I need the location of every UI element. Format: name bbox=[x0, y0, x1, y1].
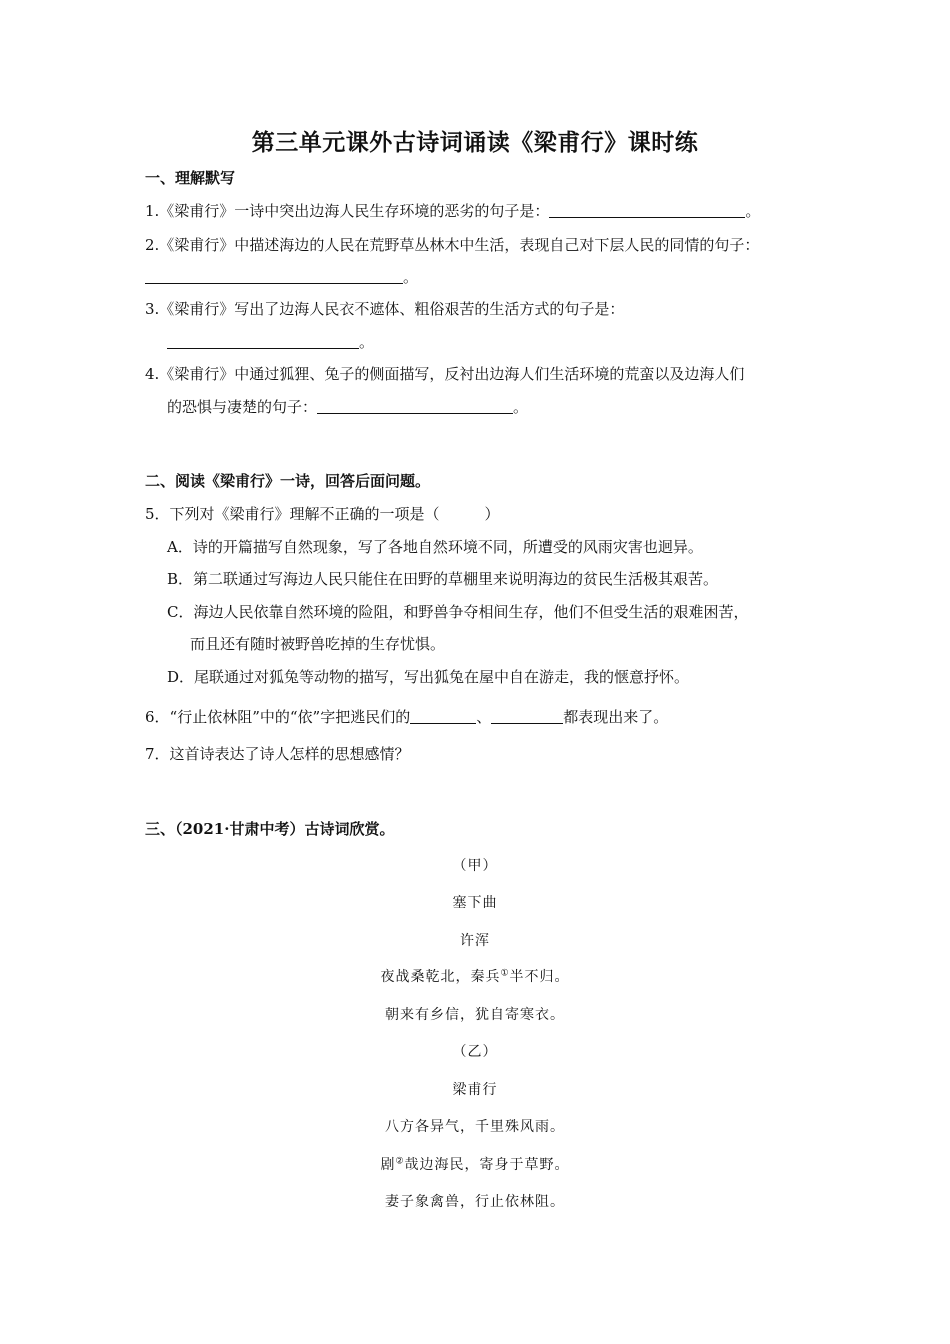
question-6-end: 都表现出来了。 bbox=[563, 708, 669, 726]
poem1-author: 许浑 bbox=[460, 933, 490, 949]
question-4-line2 bbox=[167, 396, 528, 417]
question-1 bbox=[145, 200, 760, 221]
page-title: 第三单元课外古诗词诵读《梁甫行》课时练 bbox=[251, 129, 699, 156]
poem2-title: 梁甫行 bbox=[452, 1082, 498, 1098]
punct: 。 bbox=[403, 268, 419, 286]
question-4: 4.《梁甫行》中通过狐狸、兔子的侧面描写，反衬出边海人们生活环境的荒蛮以及边海人们 bbox=[145, 365, 745, 383]
poem2-line2 bbox=[0, 1154, 950, 1174]
answer-blank[interactable] bbox=[549, 201, 745, 218]
option-c: C．海边人民依靠自然环境的险阻，和野兽争夺相间生存，他们不但受生活的艰难困苦， bbox=[167, 603, 749, 621]
poem1-line2: 朝来有乡信，犹自寄寒衣。 bbox=[385, 1007, 565, 1023]
answer-blank[interactable] bbox=[410, 707, 476, 724]
poem-text: 夜战桑乾北，秦兵 bbox=[380, 969, 501, 985]
option-c-cont: 而且还有随时被野兽吃掉的生存忧惧。 bbox=[190, 635, 446, 653]
question-4-text: 的恐惧与凄楚的句子： bbox=[167, 398, 318, 416]
poem-text: 剧 bbox=[380, 1157, 396, 1173]
question-3-answer bbox=[167, 331, 374, 352]
question-2-answer bbox=[145, 266, 418, 287]
poem1-title: 塞下曲 bbox=[452, 895, 498, 911]
question-5: 5．下列对《梁甫行》理解不正确的一项是（ ） bbox=[145, 505, 500, 523]
option-b: B．第二联通过写海边人民只能住在田野的草棚里来说明海边的贫民生活极其艰苦。 bbox=[167, 570, 719, 588]
punct: 。 bbox=[513, 398, 529, 416]
option-a: A．诗的开篇描写自然现象，写了各地自然环境不同，所遭受的风雨灾害也迥异。 bbox=[167, 538, 703, 556]
answer-blank[interactable] bbox=[145, 267, 403, 284]
footnote-mark: ② bbox=[395, 1156, 405, 1167]
punct: 、 bbox=[476, 708, 492, 726]
answer-blank[interactable] bbox=[317, 397, 513, 414]
answer-blank[interactable] bbox=[167, 332, 359, 349]
section2-heading: 二、阅读《梁甫行》一诗，回答后面问题。 bbox=[145, 472, 431, 490]
question-3: 3.《梁甫行》写出了边海人民衣不遮体、粗俗艰苦的生活方式的句子是： bbox=[145, 300, 625, 318]
option-d: D．尾联通过对狐兔等动物的描写，写出狐兔在屋中自在游走，我的惬意抒怀。 bbox=[167, 668, 690, 686]
poem2-line3: 妻子象禽兽，行止依林阻。 bbox=[385, 1194, 565, 1210]
poem1-line1 bbox=[0, 966, 950, 986]
question-6 bbox=[145, 706, 668, 727]
answer-blank[interactable] bbox=[491, 707, 563, 724]
footnote-mark: ① bbox=[500, 968, 510, 979]
question-6-text: 6．“行止依林阻”中的“依”字把逃民们的 bbox=[145, 708, 411, 726]
question-1-text: 1.《梁甫行》一诗中突出边海人民生存环境的恶劣的句子是： bbox=[145, 202, 550, 220]
question-2: 2.《梁甫行》中描述海边的人民在荒野草丛林木中生活，表现自己对下层人民的同情的句子： bbox=[145, 236, 760, 254]
poem-text: 半不归。 bbox=[509, 969, 570, 985]
poem2-line1: 八方各异气，千里殊风雨。 bbox=[385, 1119, 565, 1135]
section1-heading: 一、理解默写 bbox=[145, 169, 236, 187]
question-7: 7．这首诗表达了诗人怎样的思想感情？ bbox=[145, 745, 410, 763]
label-jia: （甲） bbox=[452, 858, 498, 874]
punct: 。 bbox=[745, 202, 761, 220]
section3-heading: 三、（2021·甘肃中考）古诗词欣赏。 bbox=[145, 820, 395, 838]
poem-text: 哉边海民，寄身于草野。 bbox=[404, 1157, 570, 1173]
label-yi: （乙） bbox=[452, 1044, 498, 1060]
punct: 。 bbox=[359, 333, 375, 351]
